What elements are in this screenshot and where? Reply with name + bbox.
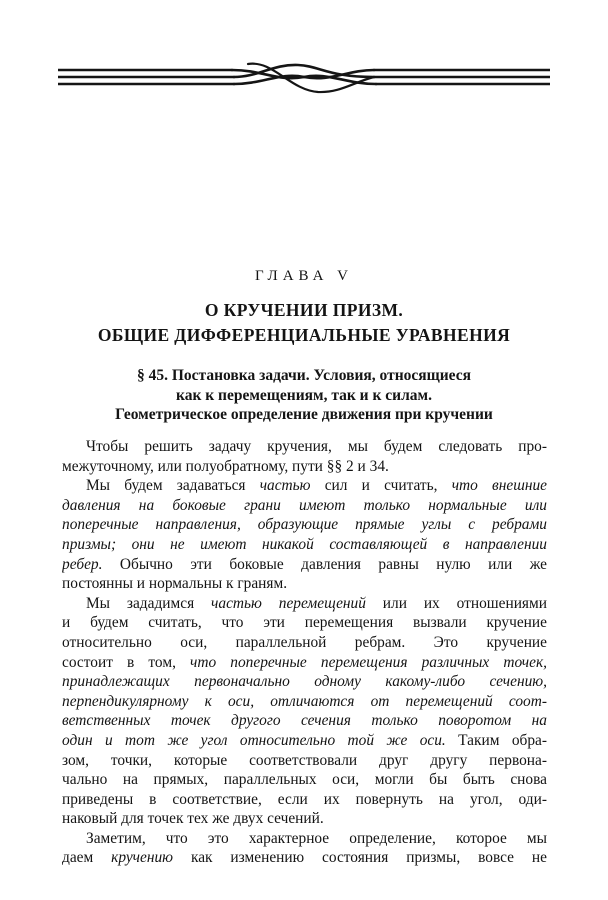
italic-text: один и тот же угол относительно той же оси. [62, 731, 446, 749]
text-run: Обычно эти боковые давления равны нулю или же [102, 555, 547, 573]
text-run: относительно оси, параллельной ребрам. Это кручение [62, 633, 547, 651]
text-run: и будем считать, что эти перемещения вызвали кручение [62, 614, 547, 632]
text-run: или их отношениями [365, 594, 547, 612]
text-run: Мы будем задаваться [86, 477, 260, 495]
text-run: приведены в соответствие, если их повернуть на угол, оди- [62, 790, 547, 808]
italic-text: частью [259, 477, 311, 495]
italic-text: перпендикулярному к оси, отличаются от перемещений соот- [62, 692, 547, 710]
text-run: наковый для точек тех же двух сечений. [62, 810, 324, 828]
section-title-line: Геометрическое определение движения при кручении [115, 406, 493, 423]
text-run: Заметим, что это характерное определение, которое мы [86, 829, 547, 847]
italic-text: принадлежащих первоначально одному какому-либо сечению, [62, 673, 547, 691]
text-line [62, 829, 547, 849]
text-line [62, 437, 547, 457]
text-run: состоит в том, [62, 653, 191, 671]
text-line [62, 496, 547, 516]
text-line [62, 809, 547, 829]
section-title-line: как к перемещениям, так и к силам. [176, 386, 432, 404]
text-line [62, 633, 547, 653]
text-line [62, 731, 547, 751]
text-line [62, 751, 547, 771]
text-run: Чтобы решить задачу кручения, мы будем следовать про- [86, 438, 547, 455]
text-line [62, 848, 547, 868]
italic-text: ребер. [62, 555, 103, 573]
section-title-line: § 45. Постановка задачи. Условия, относящиеся [136, 367, 471, 384]
text-line [62, 594, 547, 614]
italic-text: призмы; они не имеют никакой составляющей в направлении [62, 535, 547, 553]
chapter-title-line: О КРУЧЕНИИ ПРИЗМ. [204, 300, 404, 320]
text-run: межуточному, или полуобратному, пути §§ 2 и 34. [62, 457, 389, 475]
text-run: постоянны и нормальны к граням. [62, 575, 288, 593]
italic-text: что поперечные перемещения различных точек, [190, 653, 547, 671]
italic-text: поперечные направления, образующие прямые углы с ребрами [62, 516, 547, 534]
italic-text: кручению [111, 849, 174, 867]
text-line [62, 515, 547, 535]
text-line [62, 711, 547, 731]
italic-text: ветственных точек другого сечения только поворотом на [62, 712, 547, 730]
italic-text: частью перемещений [211, 594, 366, 612]
section-title [0, 366, 608, 425]
chapter-title-line: ОБЩИЕ ДИФФЕРЕНЦИАЛЬНЫЕ УРАВНЕНИЯ [97, 325, 511, 345]
text-run: даем [62, 849, 112, 867]
chapter-label: ГЛАВА V [254, 268, 354, 284]
text-line [62, 476, 547, 496]
text-line [62, 574, 547, 594]
text-line [62, 535, 547, 555]
body-text [62, 437, 547, 868]
text-run: сил и считать, [310, 477, 452, 495]
italic-text: давления на боковые грани имеют только нормальные или [62, 496, 547, 514]
text-run: как изменению состояния призмы, вовсе не [173, 849, 547, 867]
text-run: зом, точки, которые соответствовали друг другу первона- [62, 751, 547, 769]
text-line [62, 672, 547, 692]
text-run: Таким обра- [445, 731, 547, 749]
text-line [62, 555, 547, 575]
text-line [62, 692, 547, 712]
text-run: чально на прямых, параллельных оси, могли бы быть снова [62, 771, 547, 789]
text-line [62, 457, 547, 477]
italic-text: что внешние [451, 477, 547, 495]
text-run: Мы зададимся [86, 594, 212, 612]
text-line [62, 613, 547, 633]
text-line [62, 770, 547, 790]
chapter-title [0, 298, 608, 348]
text-line [62, 790, 547, 810]
text-line [62, 653, 547, 673]
chapter-ornament [58, 60, 550, 96]
